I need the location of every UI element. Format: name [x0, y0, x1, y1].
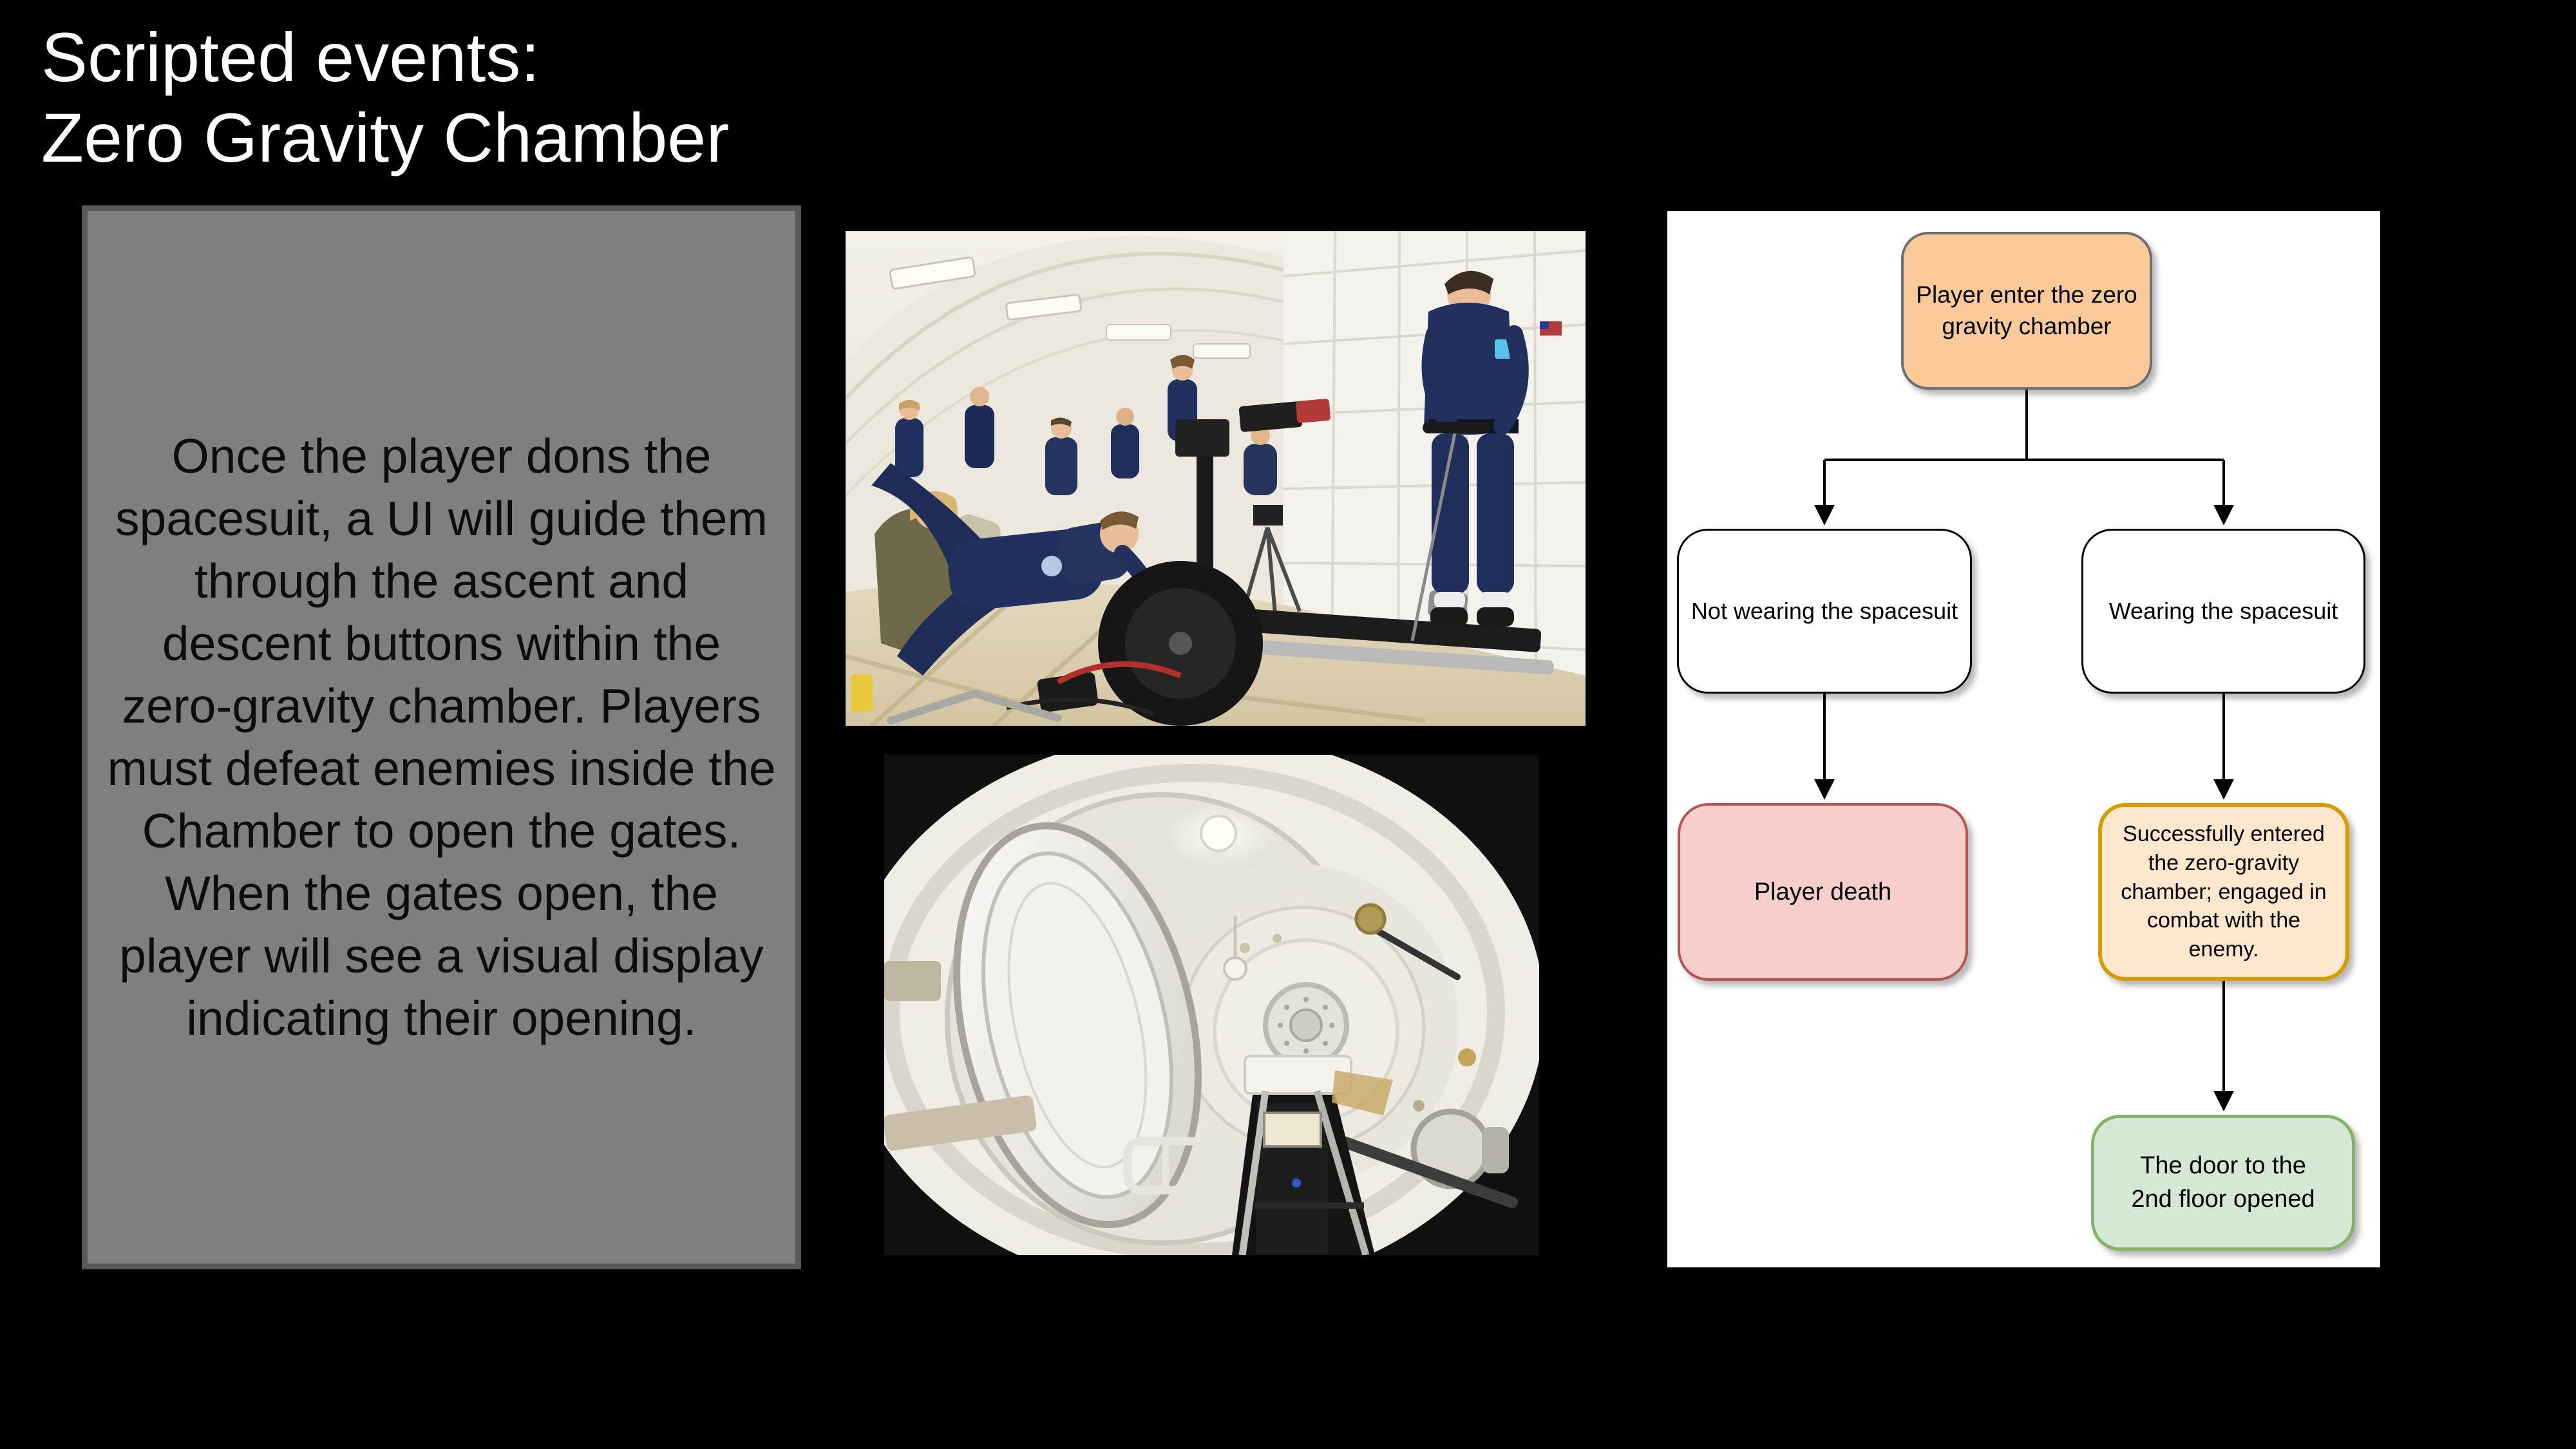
photo-zero-gravity-cabin-image	[846, 231, 1586, 726]
door-hinge-mount	[884, 961, 941, 1001]
photo-hyperbaric-chamber-image	[884, 755, 1539, 1255]
description-text: Once the player dons the spacesuit, a UI will guide them through the ascent and descent buttons within the zero-gravity chamber. Players must defeat enemies inside the Chamber to open the gates. When the gates open, the player will see a visual display indicating their opening.	[107, 429, 776, 1045]
flowchart-node-door-opened: The door to the 2nd floor opened	[2091, 1115, 2355, 1251]
flowchart-node-player-death: Player death	[1678, 803, 1968, 981]
flowchart-node-entered-combat: Successfully entered the zero-gravity chamber; engaged in combat with the enemy.	[2098, 803, 2349, 981]
title-line-1: Scripted events:	[41, 18, 540, 96]
description-box	[82, 205, 801, 1269]
flowchart-node-wearing: Wearing the spacesuit	[2081, 529, 2365, 694]
slide-title	[41, 17, 729, 178]
ceiling-light	[1164, 804, 1274, 866]
flowchart-panel	[1667, 211, 2380, 1267]
title-line-2: Zero Gravity Chamber	[41, 99, 730, 177]
flowchart-node-start: Player enter the zero gravity chamber	[1901, 232, 2152, 390]
flowchart-node-not-wearing: Not wearing the spacesuit	[1677, 529, 1972, 694]
